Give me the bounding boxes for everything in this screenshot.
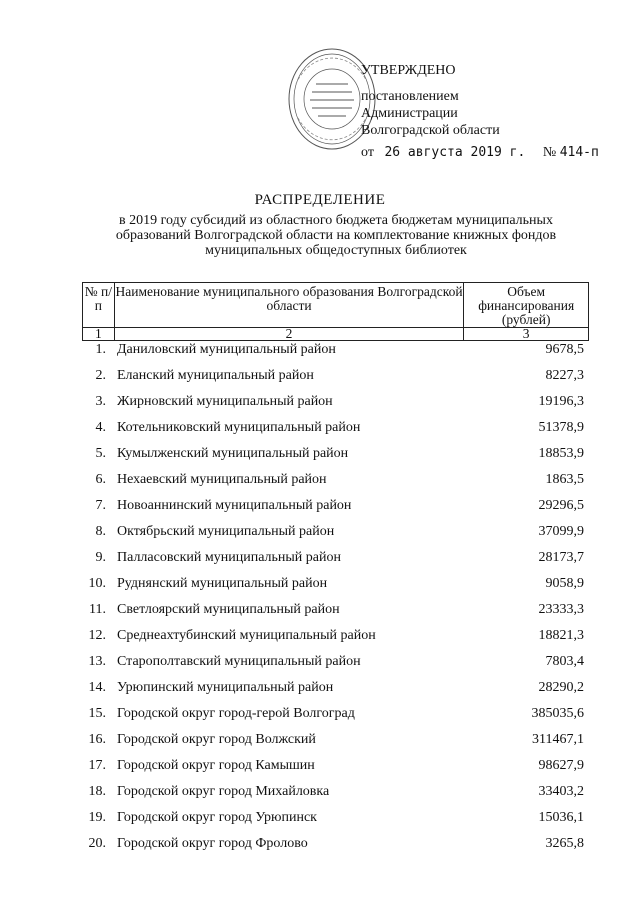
table-row [82, 389, 589, 415]
table-row [82, 363, 589, 389]
row-value: 28173,7 [538, 550, 584, 565]
row-value: 33403,2 [538, 784, 584, 799]
row-number: 9. [95, 550, 106, 565]
row-name: Нехаевский муниципальный район [117, 472, 327, 487]
row-value: 37099,9 [538, 524, 584, 539]
row-number: 5. [95, 446, 106, 461]
table-row [82, 831, 589, 857]
row-name: Городской округ город Михайловка [117, 784, 330, 799]
row-number: 20. [88, 836, 106, 851]
row-name: Городской округ город Урюпинск [117, 810, 317, 825]
row-number: 3. [95, 394, 106, 409]
row-number: 4. [95, 420, 106, 435]
approval-line-2: Администрации [361, 106, 458, 121]
row-name: Урюпинский муниципальный район [117, 680, 334, 695]
table-row [82, 467, 589, 493]
column-number-1: 1 [83, 328, 115, 341]
table-row [82, 415, 589, 441]
approval-date: 26 августа 2019 г. [384, 145, 526, 160]
row-value: 15036,1 [538, 810, 584, 825]
row-value: 7803,4 [545, 654, 584, 669]
row-value: 3265,8 [545, 836, 584, 851]
row-name: Новоаннинский муниципальный район [117, 498, 352, 513]
row-value: 311467,1 [532, 732, 584, 747]
row-name: Среднеахтубинский муниципальный район [117, 628, 376, 643]
table-row [82, 727, 589, 753]
row-number: 13. [88, 654, 106, 669]
table-row [82, 675, 589, 701]
column-number-2: 2 [114, 328, 464, 341]
row-name: Городской округ город Фролово [117, 836, 308, 851]
row-value: 18853,9 [538, 446, 584, 461]
row-value: 385035,6 [531, 706, 584, 721]
row-number: 2. [95, 368, 106, 383]
table-header [82, 282, 589, 341]
row-number: 14. [88, 680, 106, 695]
table-row [82, 545, 589, 571]
document-title: РАСПРЕДЕЛЕНИЕ [254, 192, 386, 208]
row-name: Городской округ город Волжский [117, 732, 316, 747]
row-value: 9058,9 [545, 576, 584, 591]
table-row [82, 597, 589, 623]
row-name: Еланский муниципальный район [117, 368, 314, 383]
row-name: Светлоярский муниципальный район [117, 602, 340, 617]
row-name: Городской округ город-герой Волгоград [117, 706, 355, 721]
row-value: 9678,5 [545, 342, 584, 357]
row-number: 16. [88, 732, 106, 747]
row-number: 7. [95, 498, 106, 513]
table-row [82, 649, 589, 675]
row-name: Руднянский муниципальный район [117, 576, 328, 591]
row-value: 29296,5 [538, 498, 584, 513]
number-label: № [542, 145, 557, 160]
approval-number: 414-п [559, 145, 599, 160]
table-row [82, 805, 589, 831]
row-value: 19196,3 [538, 394, 584, 409]
row-number: 15. [88, 706, 106, 721]
header-amount: Объем финансирования (рублей) [464, 283, 589, 328]
document-subtitle: в 2019 году субсидий из областного бюджета бюджетам муниципальных образований Волгоградской области на комплектование книжных фондов муниципальных общедоступных библиотек [115, 213, 557, 258]
row-name: Котельниковский муниципальный район [117, 420, 361, 435]
header-number: № п/п [83, 283, 115, 328]
row-value: 51378,9 [538, 420, 584, 435]
row-value: 98627,9 [538, 758, 584, 773]
table-row [82, 493, 589, 519]
row-number: 8. [95, 524, 106, 539]
row-number: 12. [88, 628, 106, 643]
table-row [82, 441, 589, 467]
row-number: 18. [88, 784, 106, 799]
row-number: 17. [88, 758, 106, 773]
row-value: 18821,3 [538, 628, 584, 643]
table-row [82, 519, 589, 545]
approval-line-3: Волгоградской области [361, 123, 500, 138]
row-name: Октябрьский муниципальный район [117, 524, 335, 539]
row-number: 1. [95, 342, 106, 357]
table-row [82, 753, 589, 779]
row-number: 11. [89, 602, 106, 617]
table-row [82, 571, 589, 597]
row-name: Кумылженский муниципальный район [117, 446, 349, 461]
approval-block [361, 62, 500, 139]
row-name: Жирновский муниципальный район [117, 394, 333, 409]
row-value: 1863,5 [545, 472, 584, 487]
table-row [82, 337, 589, 363]
approval-date-line [361, 145, 599, 161]
header-name: Наименование муниципального образования Волгоградской области [114, 283, 464, 328]
row-number: 10. [88, 576, 106, 591]
row-name: Старополтавский муниципальный район [117, 654, 361, 669]
table-row [82, 623, 589, 649]
row-name: Палласовский муниципальный район [117, 550, 341, 565]
row-value: 23333,3 [538, 602, 584, 617]
row-value: 28290,2 [538, 680, 584, 695]
column-number-3: 3 [464, 328, 589, 341]
row-name: Городской округ город Камышин [117, 758, 315, 773]
table-row [82, 779, 589, 805]
approval-title: УТВЕРЖДЕНО [361, 63, 456, 78]
approval-line-1: постановлением [361, 89, 459, 104]
row-name: Даниловский муниципальный район [117, 342, 336, 357]
row-number: 6. [95, 472, 106, 487]
date-prefix: от [361, 145, 374, 160]
table-row [82, 701, 589, 727]
row-value: 8227,3 [545, 368, 584, 383]
table-body [82, 337, 589, 857]
row-number: 19. [88, 810, 106, 825]
